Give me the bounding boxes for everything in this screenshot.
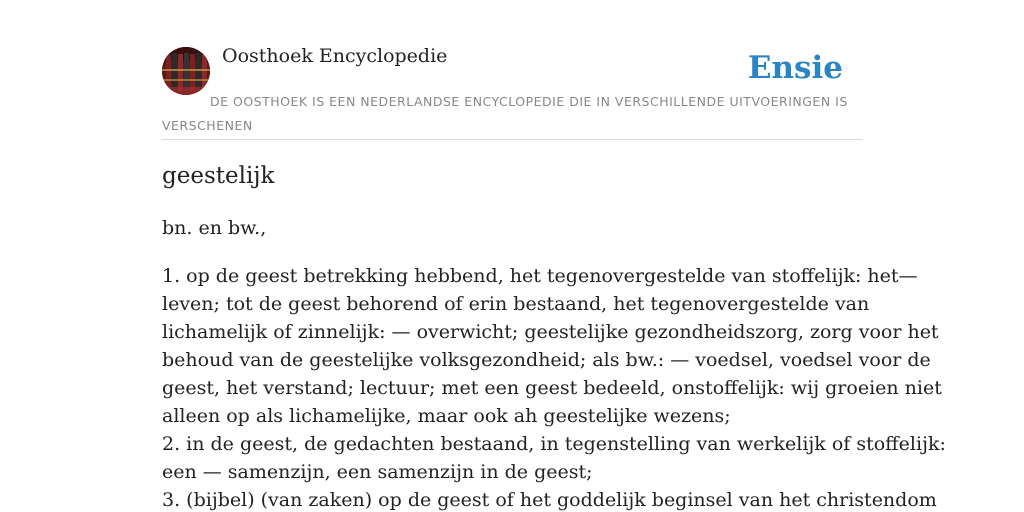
entry-definition [162,262,946,512]
definition-line: leven; tot de geest behorend of erin bestaand, het tegenovergestelde van [162,293,870,315]
source-name[interactable]: Oosthoek Encyclopedie [222,45,448,67]
source-description: DE OOSTHOEK IS EEN NEDERLANDSE ENCYCLOPEDIE DIE IN VERSCHILLENDE UITVOERINGEN IS VERSCHENEN [162,94,848,133]
definition-line: behoud van de geestelijke volksgezondheid; als bw.: — voedsel, voedsel voor de [162,349,931,371]
definition-line: een — samenzijn, een samenzijn in de geest; [162,461,593,483]
definition-line: geest, het verstand; lectuur; met een geest bedeeld, onstoffelijk: wij groeien niet [162,377,942,399]
definition-line: 1. op de geest betrekking hebbend, het tegenovergestelde van stoffelijk: het— [162,265,918,287]
source-avatar[interactable] [162,47,210,95]
definition-line: 2. in de geest, de gedachten bestaand, in tegenstelling van werkelijk of stoffelijk: [162,433,946,455]
definition-line: alleen op als lichamelijke, maar ook ah geestelijke wezens; [162,405,731,427]
brand-logo[interactable]: Ensie [747,50,843,86]
definition-line: 3. (bijbel) (van zaken) op de geest of het goddelijk beginsel van het christendom [162,489,937,511]
entry-grammar: bn. en bw., [162,217,267,239]
definition-line: lichamelijk of zinnelijk: — overwicht; geestelijke gezondheidszorg, zorg voor het [162,321,939,343]
entry-headword: geestelijk [162,163,275,189]
page-container [162,0,946,511]
bookshelf-icon [162,47,210,95]
source-header [162,0,862,140]
